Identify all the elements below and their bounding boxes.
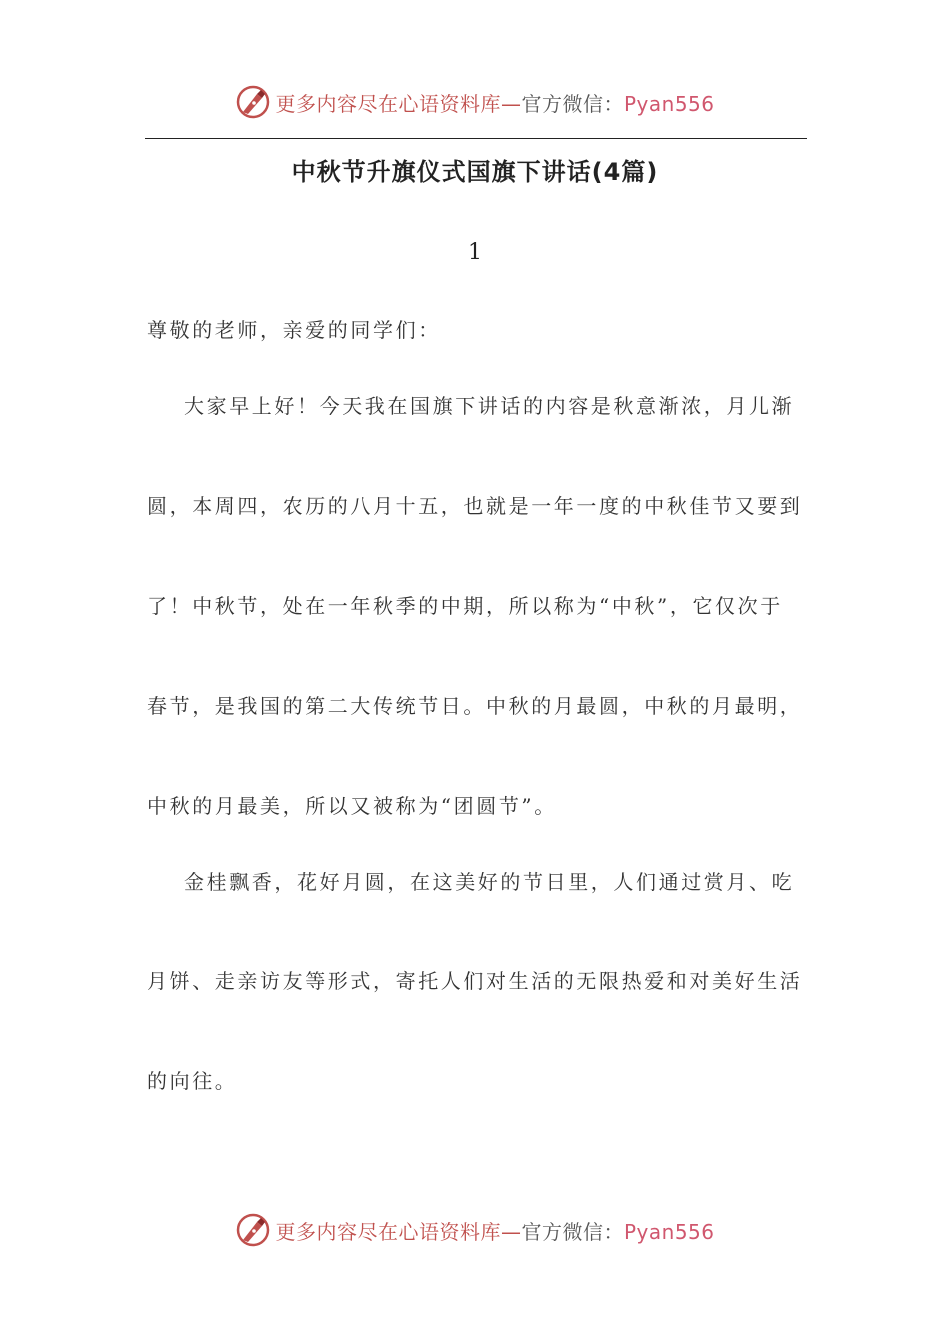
pen-nib-logo-icon: [235, 1212, 271, 1248]
paragraph-line: 中秋的月最美，所以又被称为“团圆节”。: [147, 794, 557, 818]
footer-handle: Pyan556: [623, 1219, 715, 1244]
salutation: 尊敬的老师，亲爱的同学们：: [147, 318, 441, 342]
footer-dash: —: [500, 1219, 522, 1244]
document-title: 中秋节升旗仪式国旗下讲话(4篇): [291, 158, 659, 186]
header-label: 官方微信：: [521, 91, 624, 116]
header-site-text: 更多内容尽在心语资料库: [275, 91, 501, 116]
header-divider: [145, 138, 807, 139]
paragraph-line: 了！中秋节，处在一年秋季的中期，所以称为“中秋”，它仅次于: [147, 594, 783, 618]
paragraph-line: 圆，本周四，农历的八月十五，也就是一年一度的中秋佳节又要到: [147, 494, 803, 518]
footer-banner: [0, 1208, 950, 1252]
header-banner-text: [275, 88, 714, 117]
section-number: 1: [468, 240, 482, 265]
footer-banner-text: [275, 1216, 714, 1245]
footer-label: 官方微信：: [521, 1219, 624, 1244]
paragraph-line: 大家早上好！今天我在国旗下讲话的内容是秋意渐浓，月儿渐: [184, 394, 795, 418]
header-handle: Pyan556: [623, 91, 715, 116]
footer-site-text: 更多内容尽在心语资料库: [275, 1219, 501, 1244]
paragraph-line: 月饼、走亲访友等形式，寄托人们对生活的无限热爱和对美好生活: [147, 969, 803, 993]
pen-nib-logo-icon: [235, 84, 271, 120]
header-dash: —: [500, 91, 522, 116]
paragraph-line: 金桂飘香，花好月圆，在这美好的节日里，人们通过赏月、吃: [184, 870, 795, 894]
paragraph-line: 春节，是我国的第二大传统节日。中秋的月最圆，中秋的月最明，: [147, 694, 803, 718]
header-banner: [0, 80, 950, 124]
paragraph-line: 的向往。: [147, 1069, 238, 1093]
